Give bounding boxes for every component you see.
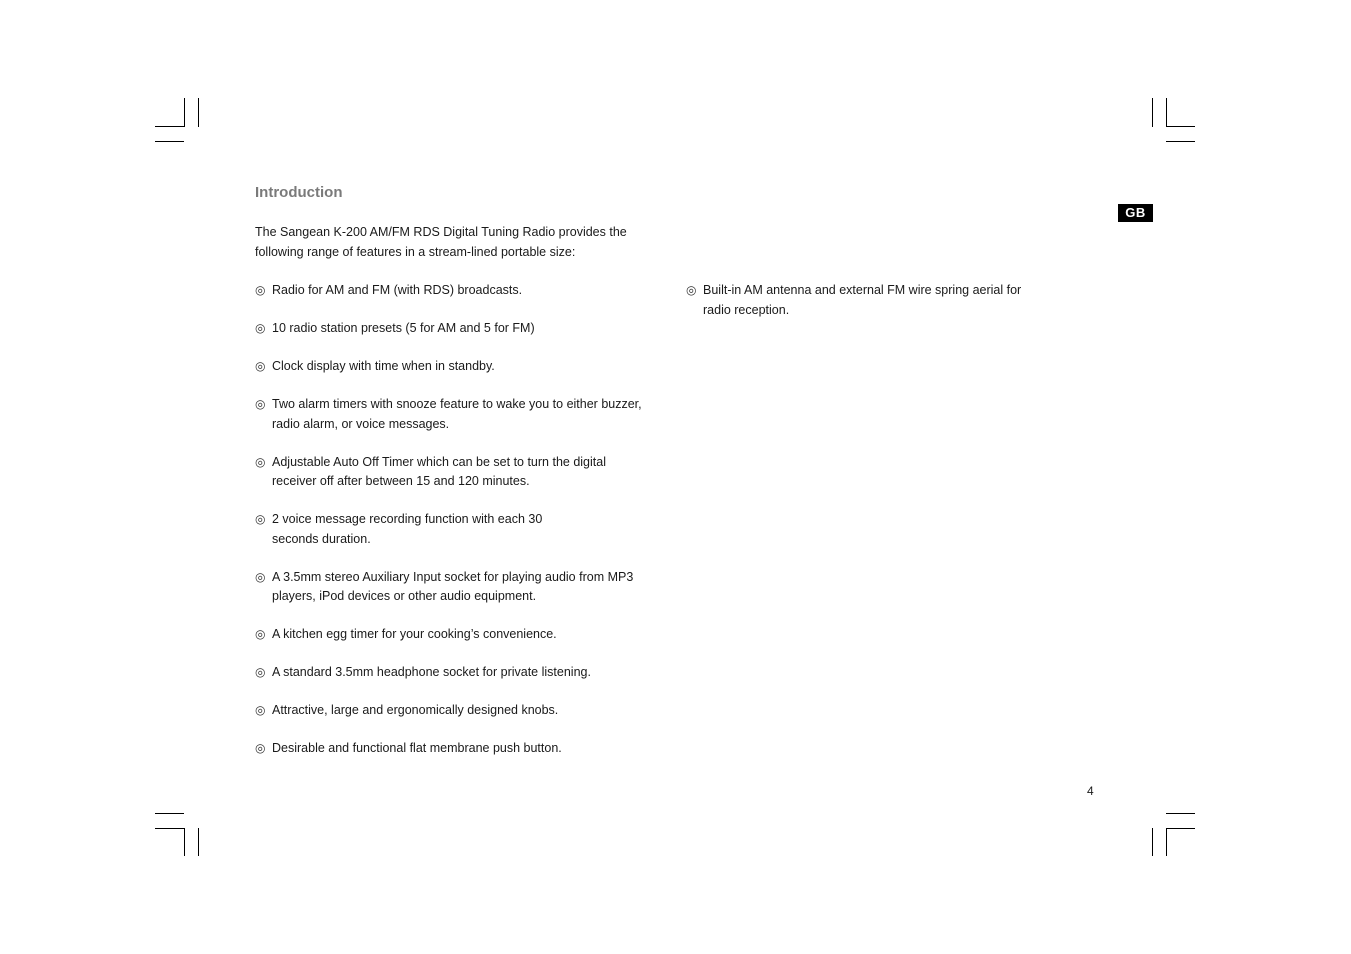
feature-text: Clock display with time when in standby. bbox=[272, 359, 495, 373]
bullet-circle-icon: ◎ bbox=[255, 703, 266, 717]
feature-item bbox=[255, 453, 642, 492]
feature-text: 2 voice message recording function with each 30 seconds duration. bbox=[272, 512, 543, 546]
crop-mark bbox=[1166, 98, 1167, 127]
feature-item bbox=[255, 625, 665, 645]
crop-mark bbox=[184, 828, 185, 856]
feature-item bbox=[686, 281, 1048, 320]
feature-text: Two alarm timers with snooze feature to wake you to either buzzer, radio alarm, or voice messages. bbox=[272, 397, 642, 431]
feature-text: Adjustable Auto Off Timer which can be set to turn the digital receiver off after between 15 and 120 minutes. bbox=[272, 454, 606, 488]
crop-mark bbox=[1166, 828, 1167, 856]
language-badge: GB bbox=[1118, 204, 1153, 222]
crop-mark bbox=[155, 126, 184, 127]
feature-text: Desirable and functional flat membrane push button. bbox=[272, 741, 562, 755]
bullet-circle-icon: ◎ bbox=[255, 359, 266, 373]
bullet-circle-icon: ◎ bbox=[255, 283, 266, 297]
feature-text: A 3.5mm stereo Auxiliary Input socket for playing audio from MP3 players, iPod devices or other audio equipment. bbox=[272, 569, 634, 603]
feature-item bbox=[255, 568, 642, 607]
bullet-circle-icon: ◎ bbox=[255, 741, 266, 755]
crop-mark bbox=[1166, 126, 1195, 127]
crop-mark bbox=[155, 813, 184, 814]
feature-item bbox=[255, 701, 665, 721]
bullet-circle-icon: ◎ bbox=[255, 665, 266, 679]
feature-item bbox=[255, 319, 665, 339]
feature-item bbox=[255, 281, 665, 301]
feature-text: Built-in AM antenna and external FM wire spring aerial for radio reception. bbox=[703, 283, 1022, 317]
bullet-circle-icon: ◎ bbox=[255, 512, 266, 526]
crop-mark bbox=[1166, 141, 1195, 142]
crop-mark bbox=[155, 828, 184, 829]
crop-mark bbox=[198, 98, 199, 127]
bullet-circle-icon: ◎ bbox=[255, 397, 266, 411]
crop-mark bbox=[1152, 98, 1153, 127]
feature-text: 10 radio station presets (5 for AM and 5 for FM) bbox=[272, 321, 535, 335]
feature-list-left bbox=[255, 281, 665, 777]
bullet-circle-icon: ◎ bbox=[255, 321, 266, 335]
intro-paragraph: The Sangean K-200 AM/FM RDS Digital Tuning Radio provides the following range of features in a stream-lined portable size: bbox=[255, 225, 627, 259]
feature-item bbox=[255, 395, 672, 434]
feature-item bbox=[255, 663, 665, 683]
crop-mark bbox=[155, 141, 184, 142]
page-number: 4 bbox=[1087, 784, 1094, 798]
crop-mark bbox=[198, 828, 199, 856]
feature-item bbox=[255, 357, 665, 377]
feature-item bbox=[255, 739, 665, 759]
bullet-circle-icon: ◎ bbox=[686, 283, 697, 297]
feature-text: A kitchen egg timer for your cooking’s convenience. bbox=[272, 627, 557, 641]
bullet-circle-icon: ◎ bbox=[255, 454, 266, 469]
crop-mark bbox=[1166, 813, 1195, 814]
crop-mark bbox=[184, 98, 185, 127]
section-heading: Introduction bbox=[255, 184, 343, 201]
feature-text: Attractive, large and ergonomically designed knobs. bbox=[272, 703, 559, 717]
crop-mark bbox=[1152, 828, 1153, 856]
feature-text: A standard 3.5mm headphone socket for private listening. bbox=[272, 665, 591, 679]
crop-mark bbox=[1166, 828, 1195, 829]
feature-item bbox=[255, 510, 562, 549]
bullet-circle-icon: ◎ bbox=[255, 627, 266, 641]
feature-text: Radio for AM and FM (with RDS) broadcasts. bbox=[272, 283, 523, 297]
feature-list-right bbox=[686, 281, 1046, 320]
bullet-circle-icon: ◎ bbox=[255, 569, 266, 584]
